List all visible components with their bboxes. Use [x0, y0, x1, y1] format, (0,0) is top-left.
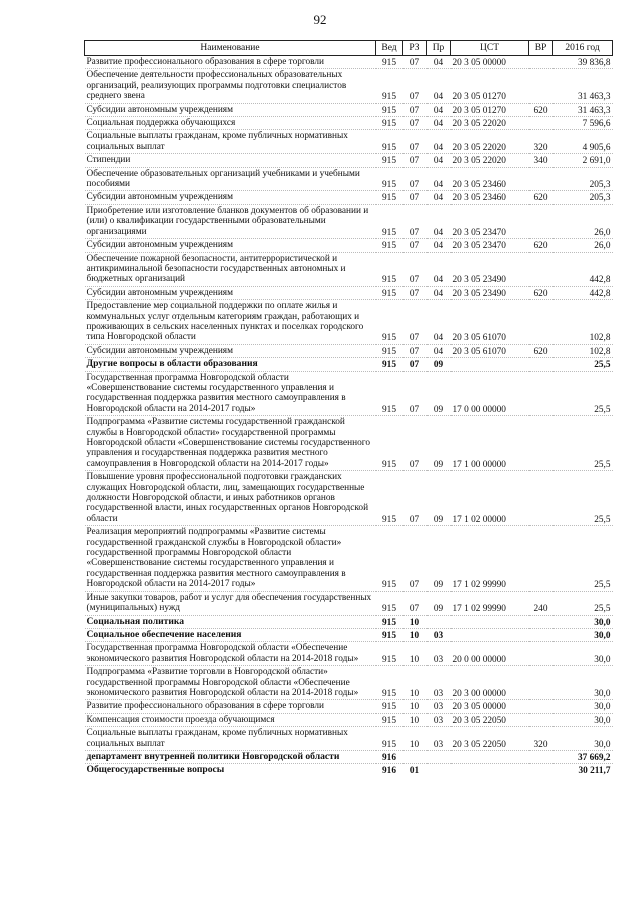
- row-ved: 915: [376, 204, 403, 238]
- table-row: [85, 69, 613, 103]
- row-pr: 09: [427, 591, 451, 615]
- row-name: Обеспечение деятельности профессиональных образовательных организаций, реализующих программы подготовки специалистов среднего звена: [85, 69, 376, 103]
- row-vr: [529, 615, 553, 628]
- row-rz: 07: [409, 58, 420, 68]
- row-pr: 04: [427, 204, 451, 238]
- row-name: Социальная поддержка обучающихся: [85, 117, 376, 130]
- row-rz: 07: [403, 358, 427, 371]
- table-row: [85, 286, 613, 299]
- row-rz: 07: [403, 371, 427, 416]
- row-pr: 04: [427, 167, 451, 191]
- row-pr: 04: [427, 154, 451, 167]
- row-rz: 07: [403, 103, 427, 116]
- table-row: [85, 471, 613, 526]
- row-rz: 07: [403, 526, 427, 591]
- row-pr: 04: [427, 239, 451, 252]
- row-ved: 915: [376, 286, 403, 299]
- row-ved: 915: [376, 727, 403, 751]
- row-vr: [529, 56, 553, 69]
- row-name: Государственная программа Новгородской области «Совершенствование системы государственного управления и государственная поддержка развития местного самоуправления в Новгородской области на 2014-2017 годы»: [85, 371, 376, 416]
- row-rz: [403, 750, 427, 763]
- budget-table: [84, 40, 613, 777]
- row-rz: 07: [403, 416, 427, 471]
- row-ved: 915: [376, 344, 403, 357]
- row-cst: 17 1 02 99990: [451, 591, 529, 615]
- row-pr: 09: [427, 416, 451, 471]
- row-ved: 916: [376, 750, 403, 763]
- row-cst: 17 1 02 99990: [451, 526, 529, 591]
- row-vr: 620: [529, 191, 553, 204]
- row-name: Развитие профессионального образования в сфере торговли: [86, 57, 325, 67]
- table-row: [85, 103, 613, 116]
- row-ved: 915: [376, 700, 403, 713]
- row-cst: 20 3 05 22050: [451, 727, 529, 751]
- table-row: [85, 167, 613, 191]
- row-name: Социальные выплаты гражданам, кроме публичных нормативных социальных выплат: [85, 727, 376, 751]
- row-rz: 07: [403, 154, 427, 167]
- row-amount: 37 669,2: [553, 750, 613, 763]
- row-name: Субсидии автономным учреждениям: [85, 286, 376, 299]
- row-cst: 20 3 05 61070: [451, 300, 529, 345]
- row-name: Субсидии автономным учреждениям: [85, 344, 376, 357]
- table-row: [85, 358, 613, 371]
- row-cst: 20 3 05 22050: [451, 713, 529, 726]
- row-amount: 30,0: [553, 642, 613, 666]
- row-vr: [529, 252, 553, 286]
- row-cst: 20 3 05 00000: [452, 58, 506, 68]
- table-row: [85, 191, 613, 204]
- header-name: Наименование: [85, 41, 376, 56]
- row-vr: [529, 764, 553, 777]
- row-vr: [529, 117, 553, 130]
- row-pr: 03: [427, 666, 451, 700]
- row-amount: 25,5: [553, 416, 613, 471]
- row-ved: 915: [382, 58, 396, 68]
- row-ved: 916: [376, 764, 403, 777]
- row-cst: 20 3 05 61070: [451, 344, 529, 357]
- row-rz: 10: [403, 642, 427, 666]
- table-row: [85, 727, 613, 751]
- row-vr: [529, 204, 553, 238]
- row-cst: 20 3 05 23470: [451, 239, 529, 252]
- row-cst: 20 3 05 22020: [451, 117, 529, 130]
- row-cst: 20 3 05 23490: [451, 286, 529, 299]
- row-pr: 04: [427, 130, 451, 154]
- row-cst: 17 1 00 00000: [451, 416, 529, 471]
- row-ved: 915: [376, 69, 403, 103]
- row-ved: 915: [376, 666, 403, 700]
- row-vr: 620: [529, 344, 553, 357]
- row-cst: 17 1 02 00000: [451, 471, 529, 526]
- row-amount: 25,5: [553, 471, 613, 526]
- header-vr: ВР: [529, 41, 553, 56]
- row-vr: 240: [529, 591, 553, 615]
- row-amount: 26,0: [553, 204, 613, 238]
- row-cst: 20 3 05 01270: [451, 69, 529, 103]
- row-vr: [529, 416, 553, 471]
- row-pr: 03: [427, 713, 451, 726]
- row-vr: 620: [529, 239, 553, 252]
- row-ved: 915: [376, 358, 403, 371]
- row-rz: 10: [403, 628, 427, 641]
- header-amount: 2016 год: [553, 41, 613, 56]
- row-name: Подпрограмма «Развитие системы государственной гражданской службы в Новгородской области» государственной программы Новгородской области «Совершенствование системы государственного управления и государственная поддержка развития местного самоуправления в Новгородской области на 2014-2017 годы»: [85, 416, 376, 471]
- row-ved: 915: [376, 713, 403, 726]
- row-cst: 20 3 05 01270: [451, 103, 529, 116]
- row-ved: 915: [376, 628, 403, 641]
- table-row: [85, 615, 613, 628]
- row-pr: 03: [427, 642, 451, 666]
- row-amount: 205,3: [553, 191, 613, 204]
- table-row: [85, 700, 613, 713]
- row-amount: 25,5: [553, 591, 613, 615]
- row-pr: 04: [427, 103, 451, 116]
- row-vr: [529, 666, 553, 700]
- row-rz: 07: [403, 117, 427, 130]
- row-pr: 04: [427, 69, 451, 103]
- row-ved: 915: [376, 371, 403, 416]
- row-vr: [529, 371, 553, 416]
- row-pr: [427, 750, 451, 763]
- table-row: [85, 642, 613, 666]
- row-ved: 915: [376, 239, 403, 252]
- row-cst: [451, 628, 529, 641]
- row-ved: 915: [376, 300, 403, 345]
- row-ved: 915: [376, 167, 403, 191]
- row-name: Социальная политика: [85, 615, 376, 628]
- row-name: Предоставление мер социальной поддержки по оплате жилья и коммунальных услуг отдельным категориям граждан, работающих и проживающих в сельских населенных пунктах и поселках городского типа Новгородской области: [85, 300, 376, 345]
- row-vr: [529, 358, 553, 371]
- row-name: Иные закупки товаров, работ и услуг для обеспечения государственных (муниципальных) нужд: [85, 591, 376, 615]
- row-amount: 25,5: [553, 358, 613, 371]
- row-cst: 20 3 05 00000: [451, 700, 529, 713]
- row-vr: [529, 642, 553, 666]
- row-ved: 915: [376, 471, 403, 526]
- page-number: 92: [313, 12, 327, 27]
- row-name: Социальные выплаты гражданам, кроме публичных нормативных социальных выплат: [85, 130, 376, 154]
- row-cst: 17 0 00 00000: [451, 371, 529, 416]
- table-row: [85, 117, 613, 130]
- row-rz: 07: [403, 239, 427, 252]
- row-ved: 915: [376, 103, 403, 116]
- row-pr: 09: [427, 371, 451, 416]
- row-cst: 20 3 05 22020: [451, 154, 529, 167]
- table-row: [85, 764, 613, 777]
- row-rz: 07: [403, 591, 427, 615]
- row-cst: 20 0 00 00000: [451, 642, 529, 666]
- row-pr: [427, 764, 451, 777]
- row-ved: 915: [376, 591, 403, 615]
- row-rz: 07: [403, 471, 427, 526]
- row-name: Другие вопросы в области образования: [85, 358, 376, 371]
- row-name: Подпрограмма «Развитие торговли в Новгородской области» государственной программы Новгородской области «Обеспечение экономического развития Новгородской области на 2014-2018 годы»: [85, 666, 376, 700]
- row-pr: 04: [427, 344, 451, 357]
- row-amount: 102,8: [553, 300, 613, 345]
- row-rz: 10: [403, 713, 427, 726]
- row-rz: 07: [403, 69, 427, 103]
- row-name: Приобретение или изготовление бланков документов об образовании и (или) о квалификации государственными образовательными организациями: [85, 204, 376, 238]
- row-ved: 915: [376, 117, 403, 130]
- row-rz: 07: [403, 204, 427, 238]
- table-row: [85, 252, 613, 286]
- row-cst: [451, 764, 529, 777]
- row-cst: 20 3 05 23460: [451, 191, 529, 204]
- row-cst: 20 3 00 00000: [451, 666, 529, 700]
- row-ved: 915: [376, 191, 403, 204]
- row-vr: [529, 750, 553, 763]
- row-amount: 30,0: [553, 713, 613, 726]
- row-pr: 09: [427, 526, 451, 591]
- row-ved: 915: [376, 154, 403, 167]
- row-rz: 10: [403, 727, 427, 751]
- row-amount: 31 463,3: [553, 69, 613, 103]
- row-cst: 20 3 05 23460: [451, 167, 529, 191]
- row-amount: 30,0: [553, 666, 613, 700]
- row-cst: 20 3 05 23490: [451, 252, 529, 286]
- row-name: Реализация мероприятий подпрограммы «Развитие системы государственной гражданской службы в Новгородской области» государственной программы Новгородской области «Совершенствование системы государственного управления и государственная поддержка развития местного самоуправления в Новгородской области на 2014-2017 годы»: [85, 526, 376, 591]
- row-name: Развитие профессионального образования в сфере торговли: [85, 700, 376, 713]
- row-pr: 09: [427, 471, 451, 526]
- row-rz: 10: [403, 615, 427, 628]
- row-rz: 07: [403, 191, 427, 204]
- row-cst: 20 3 05 22020: [451, 130, 529, 154]
- row-name: Государственная программа Новгородской области «Обеспечение экономического развития Новгородской области на 2014-2018 годы»: [85, 642, 376, 666]
- table-row: [85, 371, 613, 416]
- row-name: Социальное обеспечение населения: [85, 628, 376, 641]
- row-vr: [529, 471, 553, 526]
- row-name: Субсидии автономным учреждениям: [85, 239, 376, 252]
- row-amount: 205,3: [553, 167, 613, 191]
- row-name: Компенсация стоимости проезда обучающимся: [85, 713, 376, 726]
- row-pr: 03: [427, 628, 451, 641]
- row-rz: 10: [403, 666, 427, 700]
- row-cst: [451, 358, 529, 371]
- row-pr: 03: [427, 727, 451, 751]
- row-vr: [529, 167, 553, 191]
- row-amount: 25,5: [553, 371, 613, 416]
- row-pr: 04: [433, 58, 444, 68]
- table-row: [85, 154, 613, 167]
- row-pr: [427, 615, 451, 628]
- row-name: Повышение уровня профессиональной подготовки гражданских служащих Новгородской области, лиц, замещающих государственные должности Новгородской области, и иных работников органов государственной власти, иных государственных органов Новгородской области: [85, 471, 376, 526]
- row-amount: 442,8: [553, 286, 613, 299]
- row-amount: 30,0: [553, 727, 613, 751]
- row-amount: 7 596,6: [553, 117, 613, 130]
- table-body: [85, 56, 613, 777]
- row-rz: 07: [403, 130, 427, 154]
- header-pr: Пр: [427, 41, 451, 56]
- row-pr: 09: [427, 358, 451, 371]
- row-pr: 04: [427, 300, 451, 345]
- table-row: [85, 713, 613, 726]
- row-ved: 915: [376, 252, 403, 286]
- row-name: Обеспечение образовательных организаций учебниками и учебными пособиями: [85, 167, 376, 191]
- row-cst: [451, 615, 529, 628]
- row-vr: 620: [529, 286, 553, 299]
- row-amount: 30,0: [553, 615, 613, 628]
- row-amount: 39 836,8: [577, 58, 611, 68]
- row-name: департамент внутренней политики Новгородской области: [85, 750, 376, 763]
- row-vr: 620: [529, 103, 553, 116]
- table-row: [85, 591, 613, 615]
- row-vr: [529, 628, 553, 641]
- row-rz: 07: [403, 286, 427, 299]
- table-row: [85, 130, 613, 154]
- row-vr: [529, 526, 553, 591]
- row-ved: 915: [376, 416, 403, 471]
- row-amount: 31 463,3: [553, 103, 613, 116]
- row-amount: 30 211,7: [553, 764, 613, 777]
- row-vr: [529, 300, 553, 345]
- table-row: [85, 344, 613, 357]
- row-vr: [529, 69, 553, 103]
- row-vr: [529, 713, 553, 726]
- row-amount: 30,0: [553, 700, 613, 713]
- table-row: [85, 239, 613, 252]
- row-ved: 915: [376, 130, 403, 154]
- row-name: Стипендии: [85, 154, 376, 167]
- row-pr: 04: [427, 191, 451, 204]
- row-cst: 20 3 05 23470: [451, 204, 529, 238]
- row-amount: 102,8: [553, 344, 613, 357]
- row-amount: 25,5: [553, 526, 613, 591]
- row-amount: 30,0: [553, 628, 613, 641]
- row-amount: 4 905,6: [553, 130, 613, 154]
- table-row: [85, 300, 613, 345]
- row-name: Субсидии автономным учреждениям: [85, 191, 376, 204]
- table-header-row: [85, 41, 613, 56]
- header-rz: РЗ: [403, 41, 427, 56]
- row-pr: 04: [427, 252, 451, 286]
- row-name: Обеспечение пожарной безопасности, антитеррористической и антикриминальной безопасности государственных автономных и бюджетных организаций: [85, 252, 376, 286]
- row-rz: 07: [403, 300, 427, 345]
- row-pr: 04: [427, 117, 451, 130]
- row-rz: 10: [403, 700, 427, 713]
- table-row: [85, 666, 613, 700]
- row-rz: 07: [403, 252, 427, 286]
- table-row: [85, 628, 613, 641]
- row-pr: 04: [427, 286, 451, 299]
- row-ved: 915: [376, 615, 403, 628]
- table-row: [85, 416, 613, 471]
- row-vr: [529, 700, 553, 713]
- row-rz: 07: [403, 344, 427, 357]
- row-vr: 340: [529, 154, 553, 167]
- row-name: Субсидии автономным учреждениям: [85, 103, 376, 116]
- row-vr: 320: [529, 727, 553, 751]
- row-name: Общегосударственные вопросы: [85, 764, 376, 777]
- table-row: [85, 526, 613, 591]
- row-amount: 2 691,0: [553, 154, 613, 167]
- table-row: [85, 750, 613, 763]
- table-row: [85, 204, 613, 238]
- row-ved: 915: [376, 526, 403, 591]
- header-cst: ЦСТ: [451, 41, 529, 56]
- row-amount: 442,8: [553, 252, 613, 286]
- row-amount: 26,0: [553, 239, 613, 252]
- row-ved: 915: [376, 642, 403, 666]
- row-rz: 01: [403, 764, 427, 777]
- row-pr: 03: [427, 700, 451, 713]
- row-rz: 07: [403, 167, 427, 191]
- table-row: [85, 56, 613, 69]
- row-vr: 320: [529, 130, 553, 154]
- header-ved: Вед: [376, 41, 403, 56]
- row-cst: [451, 750, 529, 763]
